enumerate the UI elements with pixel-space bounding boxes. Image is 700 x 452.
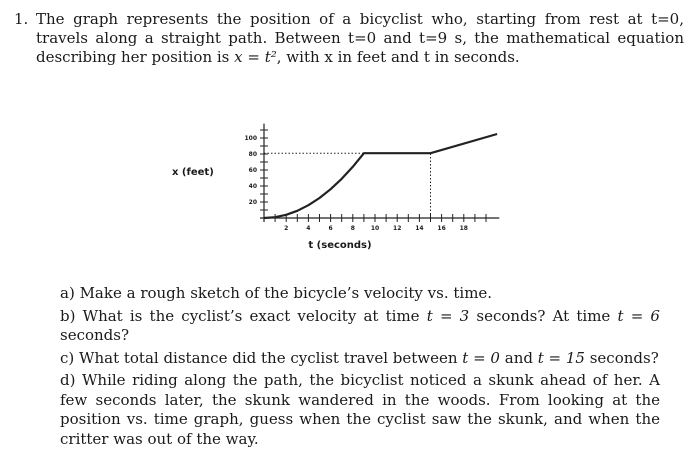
intro-line-3-pre: her position is xyxy=(121,48,235,66)
question-a-text: Make a rough sketch of the bicycle’s velocity vs. time. xyxy=(79,284,493,302)
x-tick-label: 16 xyxy=(437,225,446,232)
intro-line-2: along a straight path. Between t=0 and t=9 s, the mathematical equation describing xyxy=(36,29,684,66)
question-b-label: b) xyxy=(60,306,76,325)
x-tick-label: 18 xyxy=(459,225,468,232)
x-tick-label: 10 xyxy=(370,225,380,232)
question-a-label: a) xyxy=(60,284,75,302)
question-b-text-2: seconds? At time xyxy=(469,306,618,325)
question-b-text-3: seconds? xyxy=(60,326,130,344)
x-tick-label: 2 xyxy=(284,225,289,232)
problem-number: 1. xyxy=(14,10,29,28)
question-c-text-1: What total distance did the cyclist travel between xyxy=(79,348,463,367)
question-c-text-3: seconds? xyxy=(584,348,659,367)
question-c-text-2: and xyxy=(499,348,538,367)
x-tick-label: 14 xyxy=(415,225,424,232)
question-d-text: While riding along the path, the bicyclist noticed a skunk ahead of her. A few seconds later, the skunk wandered in the woods. From looking at the position vs. time graph, guess when the cyclist saw the skunk, and when the critter was out of the way. xyxy=(60,371,660,448)
question-c-time-2: t = 15 xyxy=(537,348,585,367)
question-c xyxy=(60,349,660,369)
question-c-time-1: t = 0 xyxy=(462,348,500,367)
x-tick-label: 12 xyxy=(393,225,402,232)
x-axis-label: t (seconds) xyxy=(308,240,372,251)
y-axis-label: x (feet) xyxy=(172,167,214,178)
y-tick-label: 20 xyxy=(248,199,257,206)
x-tick-label: 8 xyxy=(350,225,355,232)
question-d-label: d) xyxy=(60,371,76,389)
intro-line-1: The graph represents the position of a bicyclist who, starting from rest at t=0, travels xyxy=(36,10,684,47)
question-b-time-1: t = 3 xyxy=(426,306,470,325)
question-b-time-2: t = 6 xyxy=(617,306,660,325)
position-curve xyxy=(264,134,497,218)
y-tick-label: 100 xyxy=(244,135,257,142)
y-tick-label: 80 xyxy=(248,151,257,158)
question-b-text-1: What is the cyclist’s exact velocity at time xyxy=(82,306,427,325)
x-tick-label: 4 xyxy=(306,225,311,232)
question-c-label: c) xyxy=(60,348,75,367)
y-tick-label: 60 xyxy=(248,167,257,174)
question-a xyxy=(60,284,660,304)
intro-equation: x = t² xyxy=(234,48,277,66)
question-list xyxy=(60,284,660,452)
y-tick-label: 40 xyxy=(248,183,257,190)
question-d xyxy=(60,371,660,449)
question-b xyxy=(60,307,660,346)
x-tick-label: 6 xyxy=(328,225,333,232)
intro-line-3-post: , with x in feet and t in seconds. xyxy=(276,48,520,66)
